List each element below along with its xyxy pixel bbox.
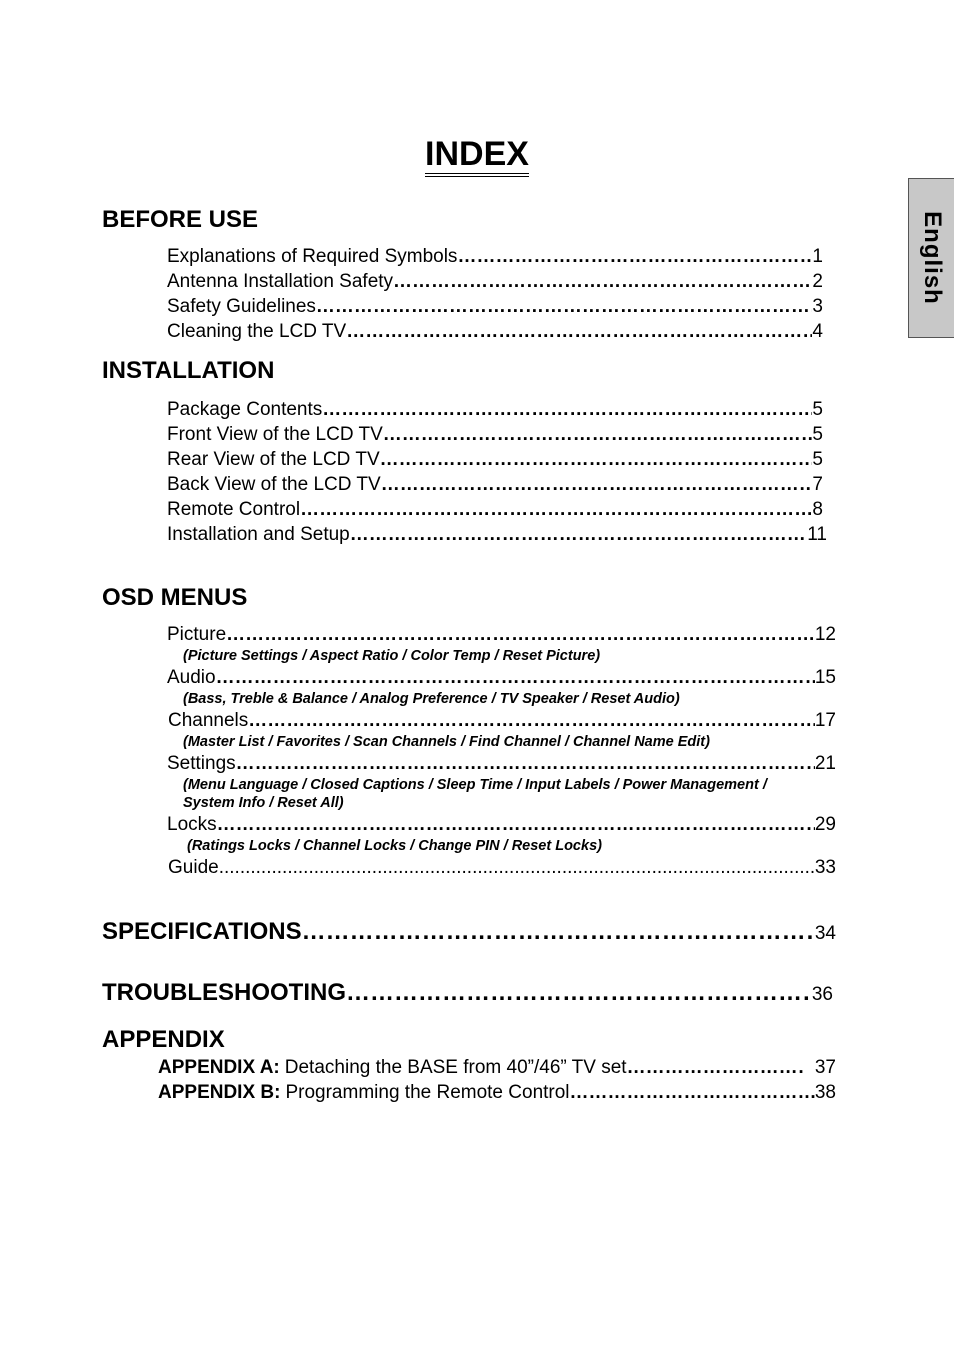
toc-subtopics: (Picture Settings / Aspect Ratio / Color Temp / Reset Picture) [183, 648, 601, 664]
toc-entry[interactable]: Installation and Setup …………………………………………………………………………………………………………………………… 11 [167, 523, 827, 547]
toc-entry[interactable]: Locks …………………………………………………………………………………………………………………………… 29 [167, 813, 836, 837]
toc-entry[interactable]: Package Contents …………………………………………………………………………………………………………………………… 5 [167, 398, 823, 422]
toc-entry[interactable]: Remote Control …………………………………………………………………………………………………………………………… 8 [167, 498, 823, 522]
section-heading-appendix: APPENDIX [102, 1026, 225, 1053]
toc-entry-troubleshooting[interactable]: TROUBLESHOOTING ………………………………………………………………………………………………………… 36 [102, 978, 833, 1008]
toc-subtopics: System Info / Reset All) [183, 795, 344, 811]
section-heading-osd-menus: OSD MENUS [102, 584, 248, 611]
toc-entry-appendix-a[interactable]: APPENDIX A: Detaching the BASE from 40”/46” TV set …………………………………………………………………………………………… 37 [158, 1056, 836, 1080]
language-tab-label: English [918, 211, 946, 305]
toc-entry[interactable]: Channels …………………………………………………………………………………………………………………………… 17 [168, 709, 836, 733]
toc-entry[interactable]: Back View of the LCD TV …………………………………………………………………………………………………………………………… 7 [167, 473, 823, 497]
toc-entry[interactable]: Audio …………………………………………………………………………………………………………………………… 15 [167, 666, 836, 690]
toc-entry[interactable]: Rear View of the LCD TV …………………………………………………………………………………………………………………………… 5 [167, 448, 823, 472]
toc-entry-appendix-b[interactable]: APPENDIX B: Programming the Remote Control …………………………………………………………………………………………… 38 [158, 1081, 836, 1105]
section-heading-before-use: BEFORE USE [102, 206, 259, 233]
toc-entry[interactable]: Cleaning the LCD TV …………………………………………………………………………………………………………………………… 4 [167, 320, 823, 344]
toc-subtopics: (Menu Language / Closed Captions / Sleep Time / Input Labels / Power Management / [183, 777, 767, 793]
language-tab[interactable] [908, 178, 954, 338]
toc-subtopics: (Ratings Locks / Channel Locks / Change PIN / Reset Locks) [187, 838, 602, 854]
toc-entry[interactable]: Safety Guidelines …………………………………………………………………………………………………………………………… 3 [167, 295, 823, 319]
toc-entry[interactable]: Front View of the LCD TV …………………………………………………………………………………………………………………………… 5 [167, 423, 823, 447]
page-title: INDEX [0, 134, 954, 174]
toc-subtopics: (Master List / Favorites / Scan Channels / Find Channel / Channel Name Edit) [183, 734, 710, 750]
toc-entry-specifications[interactable]: SPECIFICATIONS ………………………………………………………………………………………………………… 34 [102, 917, 836, 947]
toc-entry[interactable]: Antenna Installation Safety …………………………………………………………………………………………………………………………… 2 [167, 270, 823, 294]
toc-entry[interactable]: Settings …………………………………………………………………………………………………………………………… 21 [167, 752, 836, 776]
toc-entry[interactable]: Guide ..... 33 [168, 856, 836, 880]
toc-entry[interactable]: Explanations of Required Symbols …………………………………………………………………………………………………………………………… 1 [167, 245, 823, 269]
section-heading-installation: INSTALLATION [102, 357, 275, 384]
toc-subtopics: (Bass, Treble & Balance / Analog Preference / TV Speaker / Reset Audio) [183, 691, 680, 707]
toc-entry[interactable]: Picture …………………………………………………………………………………………………………………………… 12 [167, 623, 836, 647]
